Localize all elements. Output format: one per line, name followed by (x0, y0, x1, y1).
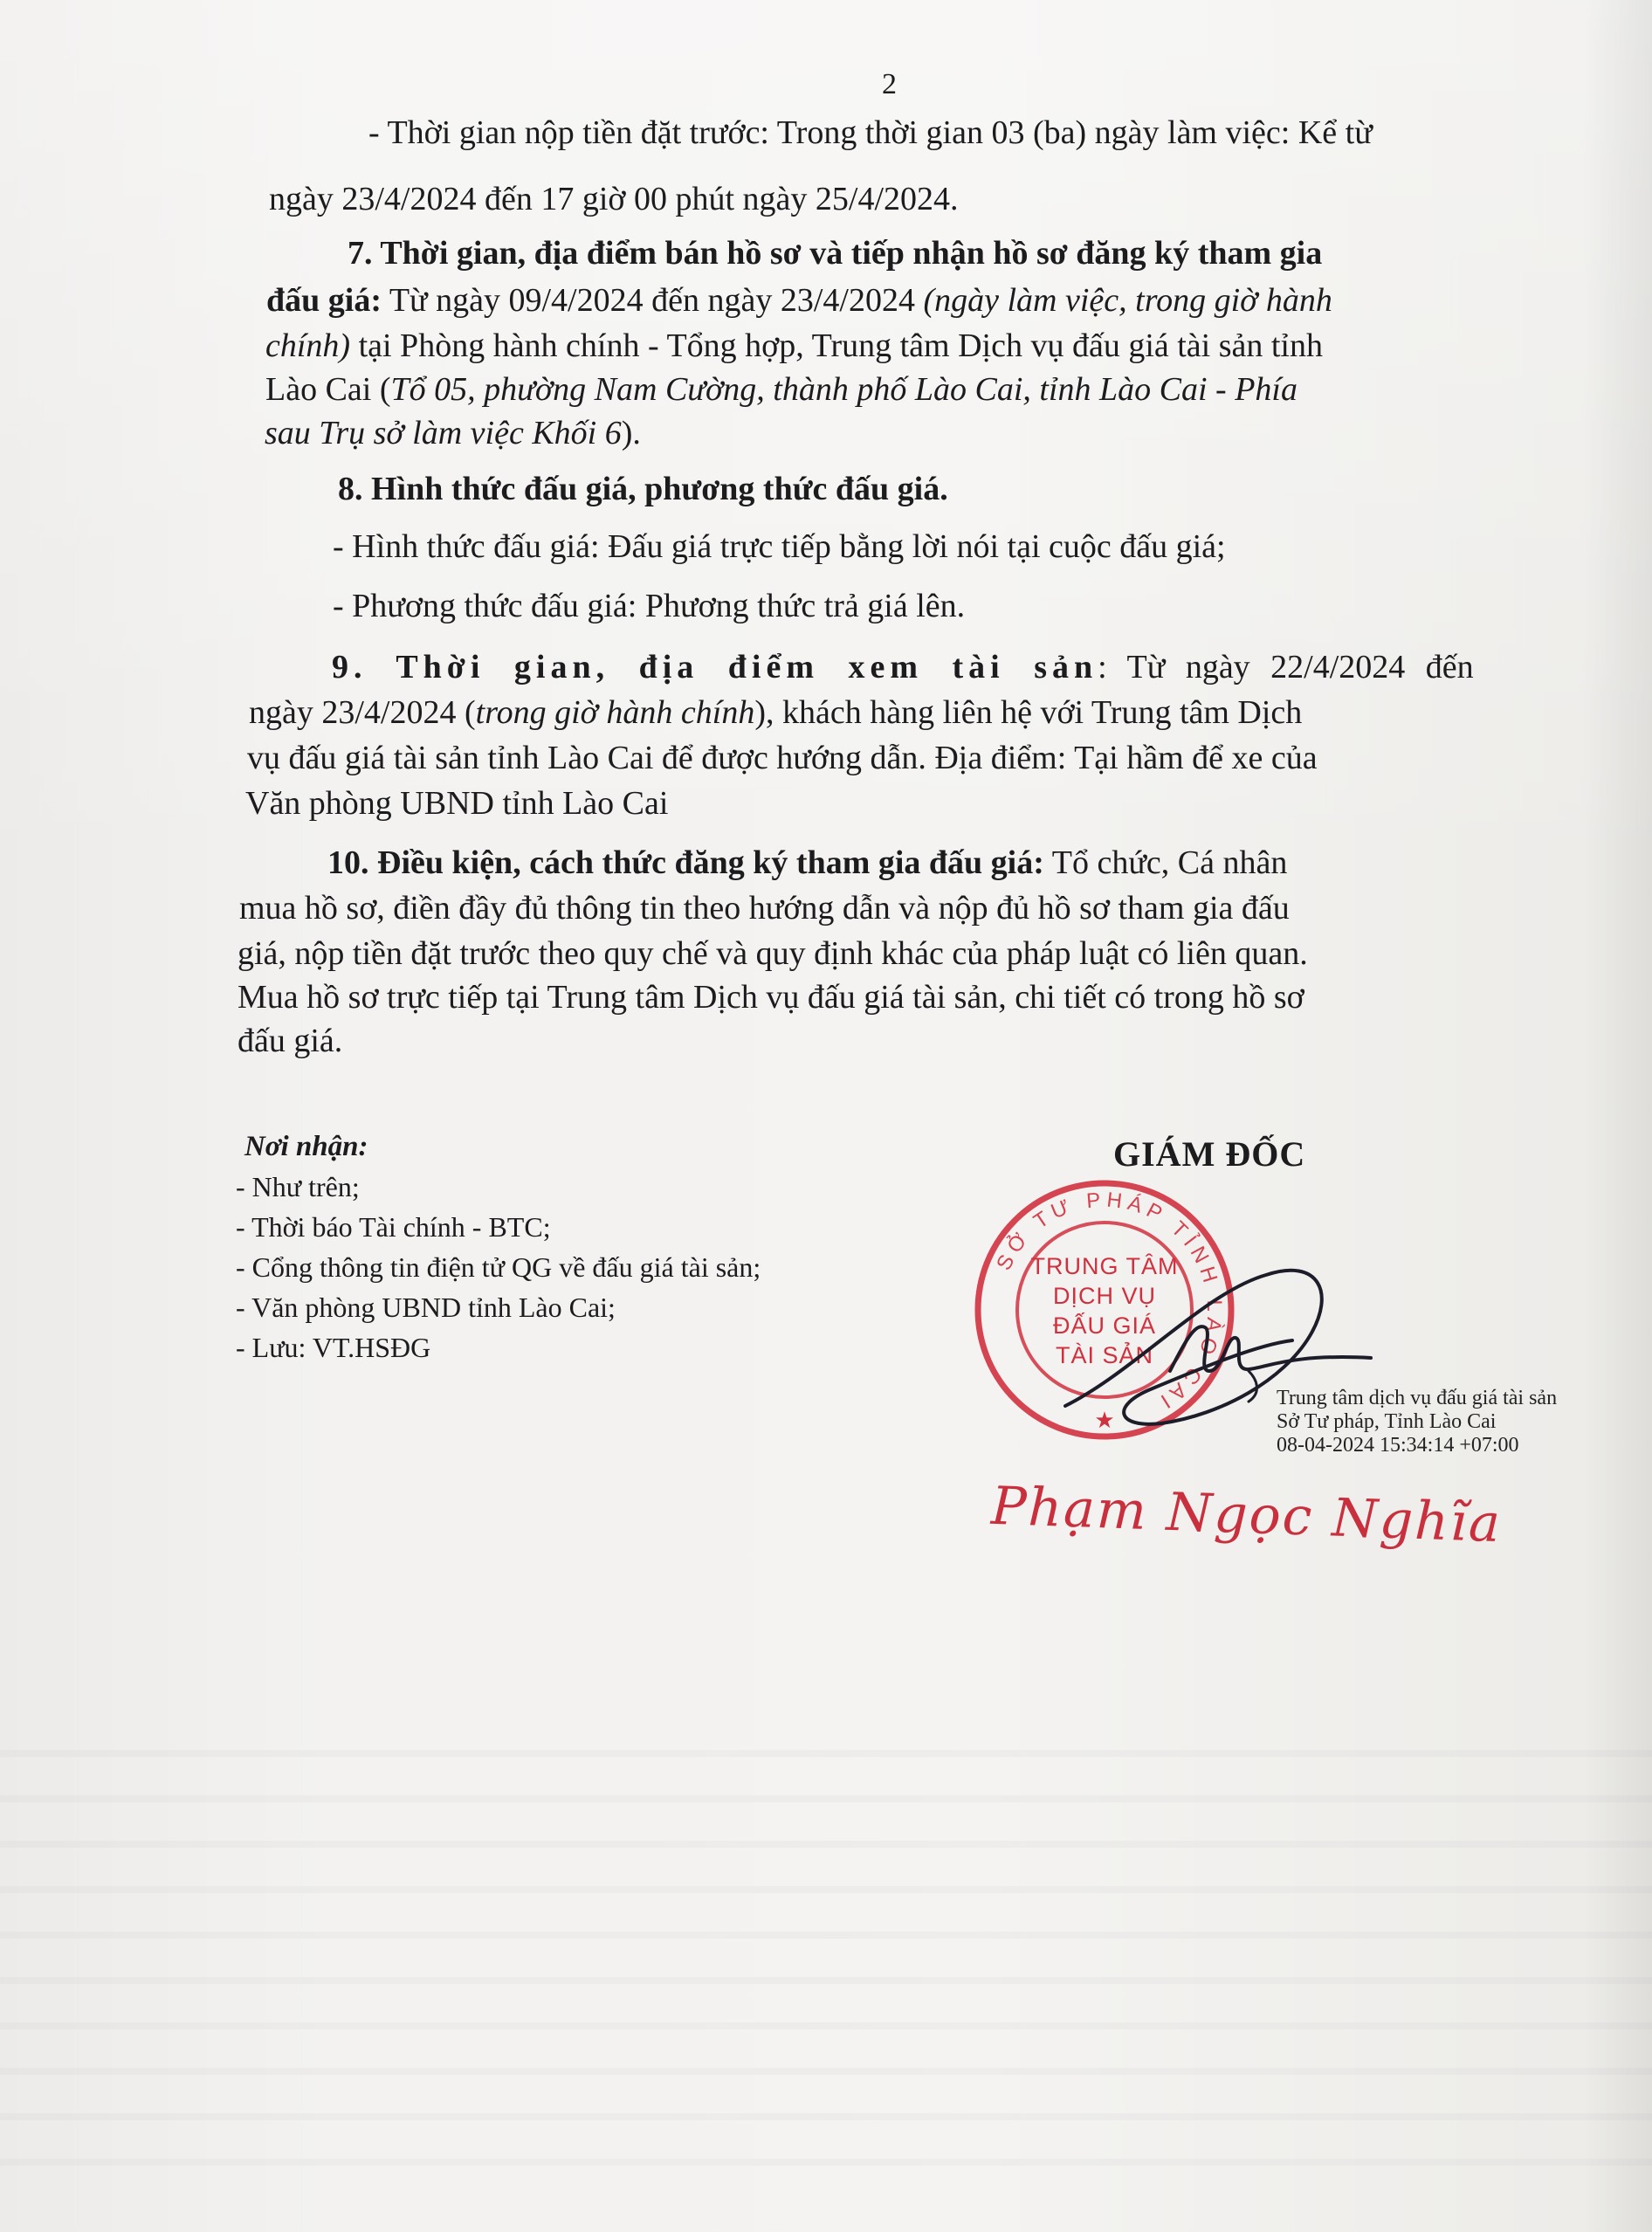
digital-signature-line: Trung tâm dịch vụ đấu giá tài sản (1277, 1387, 1558, 1409)
page-number: 2 (882, 68, 897, 100)
item9-line1 (332, 648, 1474, 686)
recipients-title: Nơi nhận: (244, 1131, 368, 1162)
item10-text-a: Tổ chức, Cá nhân (1051, 844, 1288, 881)
stamp-line: TRUNG TÂM (1030, 1253, 1179, 1279)
item7-italic-c: Tổ 05, phường Nam Cường, thành phố Lào Cai, tỉnh Lào Cai - Phía (390, 371, 1298, 408)
stamp-line: DỊCH VỤ (1052, 1283, 1156, 1309)
item7-line3 (265, 327, 1323, 365)
digital-signature-info (1277, 1387, 1557, 1457)
item9-line2 (249, 693, 1302, 732)
item10-line2: mua hồ sơ, điền đầy đủ thông tin theo hướng dẫn và nộp đủ hồ sơ tham gia đấu (239, 890, 1290, 927)
digital-signature-line: Sở Tư pháp, Tỉnh Lào Cai (1277, 1410, 1497, 1433)
item7-italic-d: sau Trụ sở làm việc Khối 6 (265, 415, 622, 451)
stamp-line: TÀI SẢN (1055, 1342, 1154, 1368)
item10-line1 (327, 844, 1287, 882)
item7-text-c: Lào Cai ( (265, 371, 391, 408)
item7-heading: 7. Thời gian, địa điểm bán hồ sơ và tiếp nhận hồ sơ đăng ký tham gia (348, 235, 1323, 272)
stamp-star-icon: ★ (1094, 1408, 1115, 1433)
item7-line4 (265, 370, 1298, 409)
item9-italic-a: trong giờ hành chính (475, 694, 755, 731)
stamp-ring-text: SỞ TƯ PHÁP TỈNH LÀO CAI (992, 1188, 1227, 1416)
recipients-block (236, 1126, 761, 1367)
recipient-item: - Văn phòng UBND tỉnh Lào Cai; (236, 1292, 616, 1323)
item9-text-a: : Từ ngày 22/4/2024 đến (1098, 649, 1474, 685)
item10-heading: 10. Điều kiện, cách thức đăng ký tham gia đấu giá: (327, 844, 1044, 881)
signer-name: Phạm Ngọc Nghĩa (989, 1475, 1504, 1555)
item8-heading: 8. Hình thức đấu giá, phương thức đấu giá. (338, 471, 948, 507)
item8-line2: - Phương thức đấu giá: Phương thức trả giá lên. (333, 588, 966, 624)
recipient-item: - Cổng thông tin điện tử QG về đấu giá tài sản; (236, 1251, 761, 1283)
director-title: GIÁM ĐỐC (1113, 1134, 1306, 1174)
item9-line3: vụ đấu giá tài sản tỉnh Lào Cai để được hướng dẫn. Địa điểm: Tại hầm để xe của (247, 740, 1318, 776)
item7-text-b: tại Phòng hành chính - Tổng hợp, Trung tâm Dịch vụ đấu giá tài sản tỉnh (358, 327, 1323, 364)
item9-text-b: ngày 23/4/2024 ( (249, 694, 476, 731)
item8-line1: - Hình thức đấu giá: Đấu giá trực tiếp bằng lời nói tại cuộc đấu giá; (333, 528, 1226, 565)
item9-text-c: ), khách hàng liên hệ với Trung tâm Dịch (754, 694, 1303, 731)
recipient-item: - Thời báo Tài chính - BTC; (236, 1211, 551, 1243)
item9-heading: 9. Thời gian, địa điểm xem tài sản (332, 649, 1098, 685)
item7-text-a: Từ ngày 09/4/2024 đến ngày 23/4/2024 (389, 282, 915, 319)
item7-line2 (266, 281, 1332, 320)
item7-italic-a: (ngày làm việc, trong giờ hành (923, 282, 1332, 319)
item10-line4: Mua hồ sơ trực tiếp tại Trung tâm Dịch vụ đấu giá tài sản, chi tiết có trong hồ sơ (237, 979, 1304, 1016)
deposit-time-line1: - Thời gian nộp tiền đặt trước: Trong thời gian 03 (ba) ngày làm việc: Kể từ (368, 114, 1373, 151)
item10-line5: đấu giá. (237, 1023, 343, 1059)
recipient-item: - Như trên; (236, 1171, 360, 1202)
stamp-line: ĐẤU GIÁ (1052, 1312, 1157, 1339)
item7-text-d: ). (621, 415, 641, 451)
digital-signature-line: 08-04-2024 15:34:14 +07:00 (1277, 1434, 1519, 1457)
item7-heading-cont: đấu giá: (266, 282, 382, 319)
recipient-item: - Lưu: VT.HSĐG (236, 1332, 431, 1363)
bleed-through-text (0, 1712, 1652, 2201)
item10-line3: giá, nộp tiền đặt trước theo quy chế và quy định khác của pháp luật có liên quan. (237, 935, 1308, 972)
item9-line4: Văn phòng UBND tỉnh Lào Cai (245, 785, 669, 822)
item7-line5 (265, 414, 641, 452)
page-shadow (1582, 0, 1652, 2232)
item7-italic-b: chính) (265, 327, 351, 364)
deposit-time-line2: ngày 23/4/2024 đến 17 giờ 00 phút ngày 25/4/2024. (269, 181, 959, 217)
